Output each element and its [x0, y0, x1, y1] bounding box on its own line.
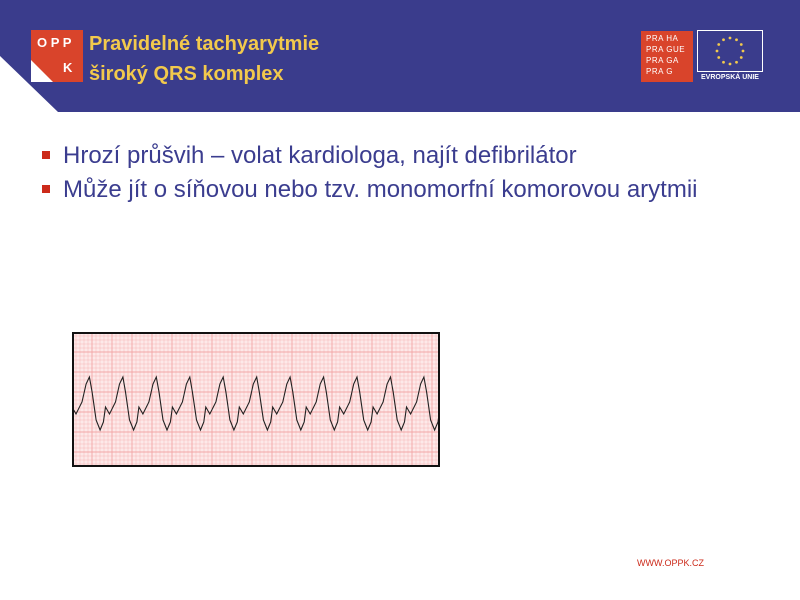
oppk-logo-row2: K [63, 60, 73, 75]
bullet-item [40, 175, 740, 205]
praha-logo-line2: PRA GUE [646, 45, 686, 54]
praha-logo [641, 31, 693, 82]
oppk-logo [31, 30, 83, 82]
bullet-text: Hrozí průšvih – volat kardiologa, najít defibrilátor [63, 142, 577, 169]
page-title-line2: široký QRS komplex [89, 63, 284, 85]
header-band [0, 0, 800, 112]
ecg-figure [72, 332, 440, 467]
bullet-square-icon [42, 185, 50, 193]
bullet-list [40, 141, 740, 209]
praha-logo-line1: PRA HA [646, 34, 679, 43]
footer-url: WWW.OPPK.CZ [637, 558, 704, 568]
eu-logo [697, 30, 763, 82]
bullet-item [40, 141, 740, 171]
ecg-strip-image [72, 332, 440, 467]
praha-logo-line4: PRA G [646, 67, 673, 76]
eu-caption: EVROPSKÁ UNIE [701, 74, 759, 81]
oppk-logo-row1: O P P [37, 35, 72, 50]
bullet-square-icon [42, 151, 50, 159]
page-title-line1: Pravidelné tachyarytmie [89, 33, 320, 55]
praha-logo-line3: PRA GA [646, 56, 679, 65]
eu-stars-icon [697, 30, 763, 72]
bullet-text: Může jít o síňovou nebo tzv. monomorfní komorovou arytmii [63, 176, 698, 203]
